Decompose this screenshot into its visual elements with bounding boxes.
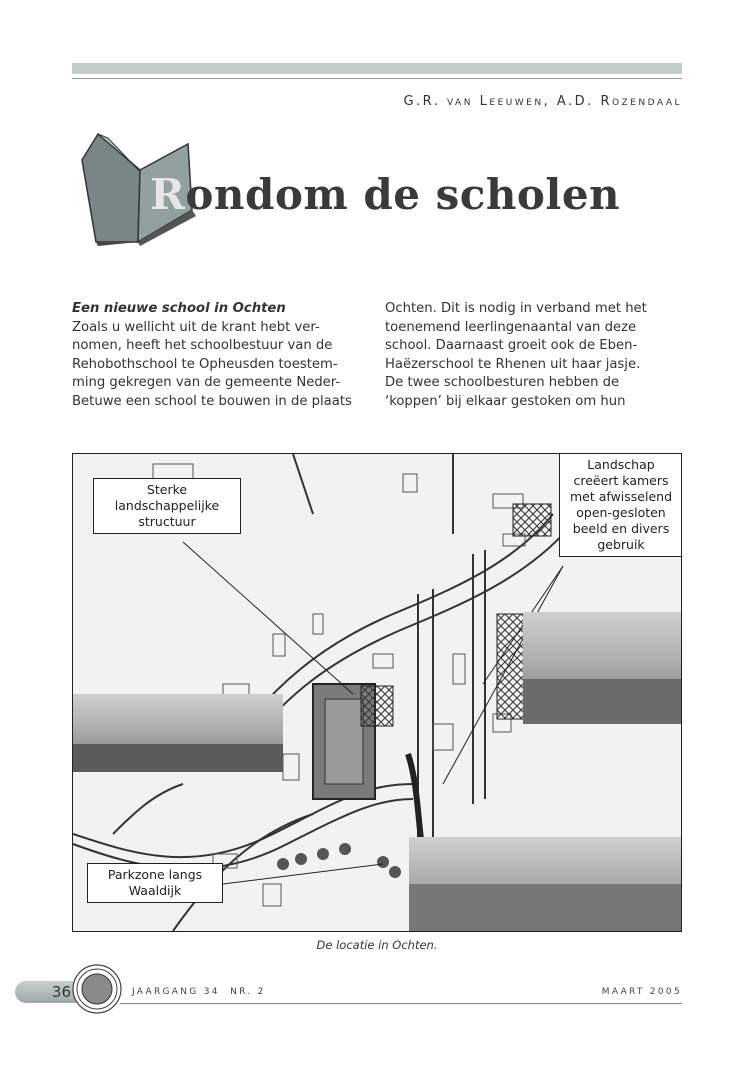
label-line: open-gesloten <box>576 505 666 520</box>
paragraph-line: Ochten. Dit is nodig in verband met het <box>385 301 647 316</box>
label-line: met afwisselend <box>569 489 672 504</box>
label-line: structuur <box>138 514 196 529</box>
figure-caption: De locatie in Ochten. <box>316 938 438 952</box>
label-line: gebruik <box>597 537 645 552</box>
label-line: landschappelijke <box>114 498 220 513</box>
text-column-left <box>72 300 372 412</box>
article-title <box>150 170 620 219</box>
page-number: 36 <box>15 981 77 1003</box>
paragraph-line: ming gekregen van de gemeente Neder- <box>72 375 341 391</box>
label-line: creëert kamers <box>573 473 669 488</box>
section-heading: Een nieuwe school in Ochten <box>72 301 286 316</box>
header-bar <box>72 63 682 74</box>
hatched-zone <box>497 614 527 719</box>
paragraph-line: nomen, heeft het schoolbestuur van de <box>72 338 333 354</box>
trees <box>277 843 401 878</box>
paragraph-line: De twee schoolbesturen hebben de <box>385 375 620 391</box>
journal-seal-icon <box>72 964 122 1014</box>
issue-date: MAART 2005 <box>601 987 682 997</box>
label-park-zone <box>87 863 223 903</box>
title-text: ondom de scholen <box>185 170 621 219</box>
paragraph-line: Zoals u wellicht uit de krant hebt ver- <box>72 319 320 335</box>
label-line: beeld en divers <box>572 521 670 536</box>
label-line: Waaldijk <box>128 883 182 898</box>
paragraph-line: Haëzerschool te Rhenen uit haar jasje. <box>385 356 641 372</box>
label-line: Sterke <box>146 482 188 497</box>
paragraph-line: Rehobothschool te Opheusden toestem- <box>72 356 338 372</box>
label-line: Parkzone langs <box>107 867 203 882</box>
label-landscape-structure <box>93 478 241 534</box>
paragraph-line: Betuwe een school te bouwen in de plaats <box>72 393 352 409</box>
paragraph-line: school. Daarnaast groeit ook de Eben- <box>385 338 638 354</box>
location-map-figure <box>72 453 682 932</box>
label-landscape-rooms <box>559 453 682 557</box>
title-initial: R <box>150 170 186 219</box>
paragraph-line: ‘koppen’ bij elkaar gestoken om hun <box>385 393 626 409</box>
label-line: Landschap <box>587 457 655 472</box>
footer-rule <box>120 1003 682 1004</box>
issue-info: JAARGANG 34 NR. 2 <box>132 987 266 997</box>
header-rule <box>72 78 682 79</box>
text-column-right <box>385 300 685 412</box>
paragraph-line: toenemend leerlingenaantal van deze <box>385 319 637 335</box>
authors: G.R. van Leeuwen, A.D. Rozendaal <box>403 94 682 109</box>
